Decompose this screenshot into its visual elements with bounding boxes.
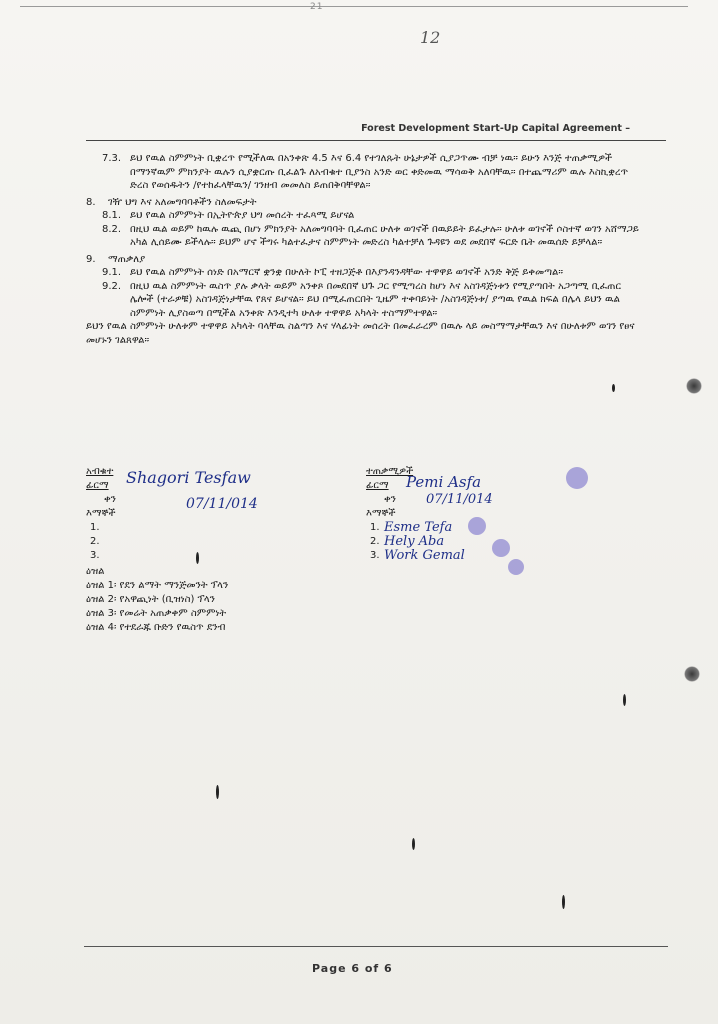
scan-speck bbox=[562, 895, 565, 909]
signature-label: ፊርማ bbox=[366, 480, 389, 491]
ink-stamp bbox=[566, 467, 588, 489]
clause-number: 8.2. bbox=[102, 223, 122, 235]
punch-hole bbox=[684, 666, 700, 682]
signatory-title: ተጠቃሚዎች bbox=[366, 466, 414, 477]
date-label: ቀን bbox=[384, 494, 396, 505]
top-stamp: 21 bbox=[310, 2, 324, 12]
clause-8-1 bbox=[86, 209, 646, 223]
clause-number: 8.1. bbox=[102, 210, 122, 221]
clause-number: 8. bbox=[86, 196, 96, 208]
clause-9 bbox=[86, 253, 646, 267]
witness-number: 1. bbox=[370, 522, 380, 533]
date-row bbox=[86, 493, 346, 512]
witness-signature: Esme Tefa bbox=[384, 520, 453, 535]
witness-signature: Work Gemal bbox=[384, 548, 465, 563]
annex-item: ዕዝል 3፡ የመሬት አጠቃቀም ስምምነት bbox=[86, 608, 227, 619]
clause-text: ይህ የዉል ስምምነት ቢቋረጥ የሚችለዉ በአንቀጽ 4.5 እና 6.4 የተገለጹት ሁኔታዎች ሲያጋጥሙ ብቻ ነዉ። ይሁን እንጅ ተጠቃሚዎች በማንኛዉም ምክንያት ዉሉን ሲያቋርጡ ቢፈልጉ ለአብቁተ ቢያንስ አንድ ወር ቀድመዉ ማሳወቅ አለባቸዉ። በተጨማሪም ዉሉ እስኪቋረጥ ድረስ የወሰዱትን /የተከፈላቸዉን/ ገንዘብ መመለስ ይጠበቅባቸዋል። bbox=[130, 153, 629, 191]
witness-line: 3. bbox=[90, 550, 100, 561]
clause-number: 9. bbox=[86, 253, 96, 265]
clause-number: 7.3. bbox=[102, 153, 122, 164]
scan-speck bbox=[216, 785, 219, 799]
clause-text: በዚህ ዉል ስምምነት ዉስጥ ያሉ ቃላት ወይም አንቀጾ በመደበኛ ህጉ ጋር የሚጣረስ ከሆነ እና አስገዳጅነቱን የሚያጣበት አጋጣሚ ቢፈጠር ሌሎች (ተራዎቹ) አስገዳጅነታቸዉ የጸና ይሆናል። ይህ በሚፈጠርበት ጊዜም ተቀባይነት /አስገዳጅነቱ/ ያጣዉ የዉል ክፍል በሌላ ይህን ዉል ስምምነት ሊያስወጣ በሚችል አንቀጽ እንዲተካ ሁለቱ ተዋዋይ አካላት ተስማምተዋል። bbox=[130, 280, 621, 319]
witness-line: 2. bbox=[90, 536, 100, 547]
annex-heading: ዕዝል bbox=[86, 566, 105, 577]
clause-number: 9.1. bbox=[102, 267, 122, 278]
scan-speck bbox=[612, 384, 615, 392]
clause-8 bbox=[86, 196, 646, 210]
clause-text: በዚህ ዉል ወይም ከዉሉ ዉጪ በሆነ ምክንያት አለመግባባት ቢፈጠር ሁለቱ ወገኖች በዉይይት ይፈታሉ። ሁለቱ ወገኖች ሶስተኛ ወገን አሸማጋይ አካል ሊሰይሙ ይችላሉ። ይህም ሆኖ ችግሩ ካልተፈታና ስምምነት መድረስ ካልተቻለ ጉዳዩን ወደ መደበኛ ፍርድ ቤት መዉሰድ ይቻላል። bbox=[130, 223, 639, 248]
witness-number: 2. bbox=[370, 536, 380, 547]
annex-item: ዕዝል 2፡ የአዋጪነት (ቢዝነስ) ፕላን bbox=[86, 594, 215, 605]
closing-text: ይህን የዉል ስምምነት ሁለቱም ተዋዋይ አካላት ባላቸዉ ስልጣን እና ሃላፊነት መሰረት በመፈራረም በዉሉ ላይ መስማማታቸዉን እና በሁለቱም ወገን የፀና መሆኑን ገልጸዋል። bbox=[86, 321, 635, 346]
date-row bbox=[366, 493, 626, 507]
scan-speck bbox=[623, 694, 626, 706]
witness-line: 1. bbox=[90, 522, 100, 533]
handwritten-date: 07/11/014 bbox=[426, 492, 493, 507]
ink-stamp bbox=[508, 559, 524, 575]
footer-rule bbox=[84, 946, 668, 947]
handwritten-page-number: 12 bbox=[420, 28, 441, 47]
clause-7-3 bbox=[86, 152, 646, 193]
annex-list bbox=[86, 565, 228, 635]
punch-hole bbox=[686, 378, 702, 394]
clause-heading: ማጠቃለያ bbox=[108, 253, 146, 265]
annex-item: ዕዝል 4፡ የተደራጁ ቡድን የዉስጥ ደንብ bbox=[86, 622, 226, 633]
clause-text: ይህ የዉል ስምምነት ሰነድ በአማርኛ ቋንቋ በሁለት ኮፒ ተዘጋጅቶ በእያንዳንዳቸው ተዋዋይ ወገኖች አንድ ቅጅ ይቀመጣል። bbox=[130, 267, 564, 278]
signatory-title: አብቁተ bbox=[86, 466, 114, 477]
handwritten-signature: Shagori Tesfaw bbox=[126, 468, 251, 487]
scan-speck bbox=[196, 552, 199, 564]
clauses-section bbox=[86, 152, 646, 347]
handwritten-signature: Pemi Asfa bbox=[406, 473, 482, 491]
scan-speck bbox=[412, 838, 415, 850]
clause-8-2 bbox=[86, 223, 646, 250]
ink-stamp bbox=[492, 539, 510, 557]
top-border-line bbox=[20, 6, 688, 7]
signatory-left bbox=[86, 465, 346, 563]
annex-item: ዕዝል 1፡ የደን ልማት ማንጅመንት ፕላን bbox=[86, 580, 229, 591]
witness-line bbox=[366, 521, 626, 535]
page-header-title: Forest Development Start-Up Capital Agreement – bbox=[361, 123, 630, 134]
signature-label: ፊርማ bbox=[86, 480, 109, 491]
header-rule bbox=[86, 140, 666, 141]
page-footer: Page 6 of 6 bbox=[312, 962, 393, 975]
ink-stamp bbox=[468, 517, 486, 535]
clause-text: ይህ የዉል ስምምነት በኢትዮጵያ ህግ መሰረት ተፈጻሚ ይሆናል bbox=[130, 210, 355, 221]
witnesses-label: እማኞች bbox=[86, 508, 116, 519]
witness-number: 3. bbox=[370, 550, 380, 561]
clause-number: 9.2. bbox=[102, 280, 122, 292]
closing-statement bbox=[86, 320, 646, 347]
date-label: ቀን bbox=[104, 494, 116, 505]
witnesses-label: እማኞች bbox=[366, 508, 396, 519]
handwritten-date: 07/11/014 bbox=[186, 496, 258, 512]
witness-signature: Hely Aba bbox=[384, 534, 445, 549]
clause-heading: ገዥ ህግ እና አለመግባባቶችን ስለመፍታት bbox=[108, 196, 257, 208]
clause-9-2 bbox=[86, 280, 646, 321]
clause-9-1 bbox=[86, 266, 646, 280]
